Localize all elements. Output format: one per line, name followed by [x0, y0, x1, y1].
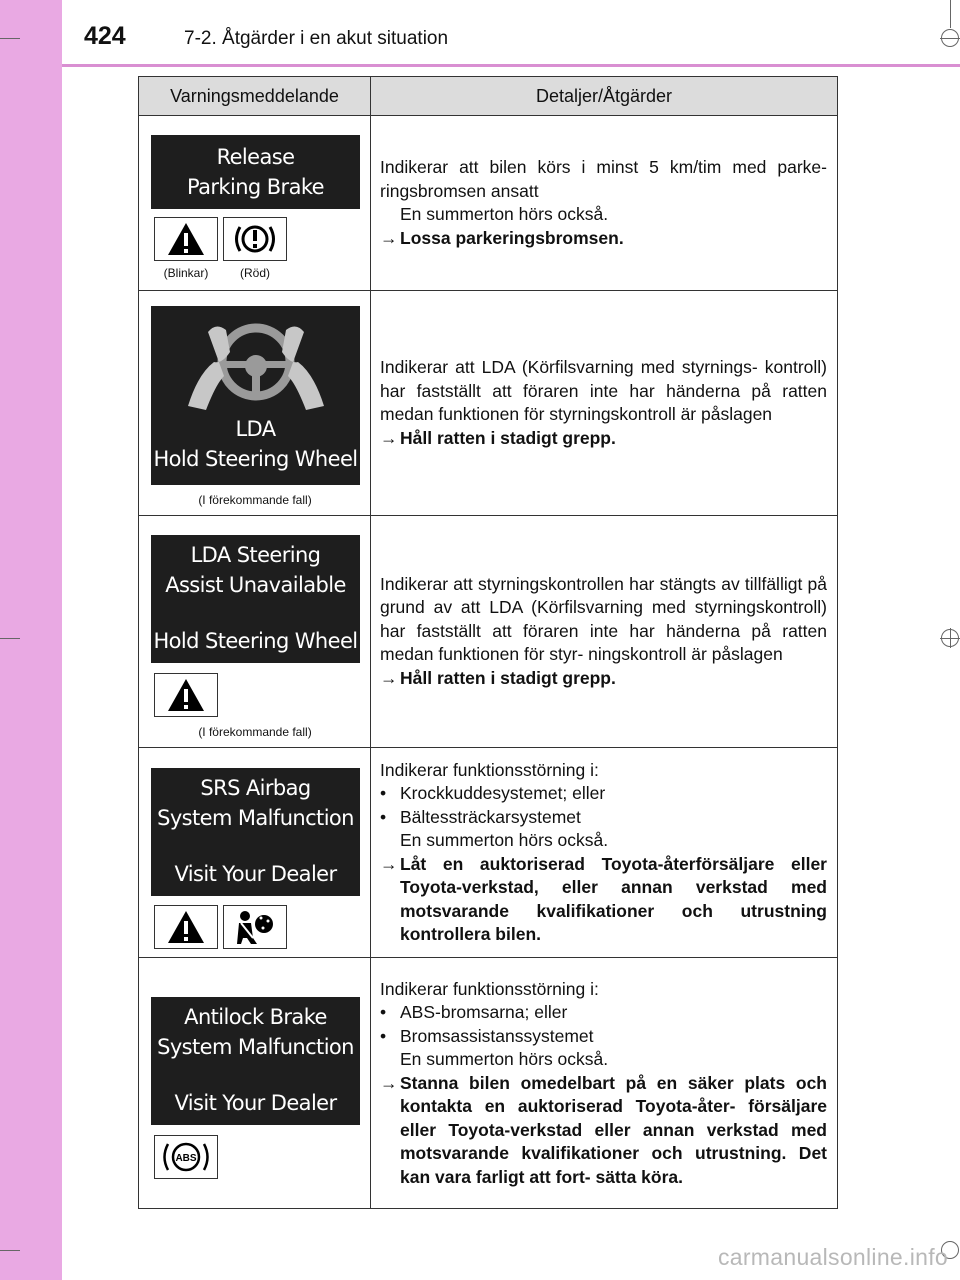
description-text: Indikerar att styrningskontrollen har stängts av tillfälligt på grund av att LDA (Körfilsvarning med styrningskontroll) har fastställt att föraren inte har händerna på ratten medan funktionen för styr- ningskontroll är påslagen — [380, 573, 827, 665]
icon-caption-if-equipped: (I förekommande fall) — [198, 725, 312, 739]
registration-mark — [941, 629, 959, 647]
beep-note: En summerton hörs också. — [400, 1049, 609, 1070]
display-line: Hold Steering Wheel — [153, 629, 358, 653]
crop-mark — [950, 0, 951, 28]
arrow-icon: → — [380, 853, 398, 874]
table-header — [139, 77, 837, 116]
display-message — [151, 535, 360, 663]
column-header-details-actions: Detaljer/Åtgärder — [535, 85, 673, 106]
warning-message-cell — [139, 748, 371, 957]
action-text: Håll ratten i stadigt grepp. — [400, 427, 616, 448]
page-number: 424 — [84, 22, 126, 50]
details-cell — [371, 116, 837, 290]
bullet-icon: • — [380, 1025, 387, 1046]
details-cell — [371, 516, 837, 747]
details-cell — [371, 748, 837, 957]
action-instruction — [380, 853, 827, 947]
icon-caption-red: (Röd) — [239, 266, 270, 280]
action-text: Lossa parkeringsbromsen. — [400, 227, 624, 248]
watermark: carmanualsonline.info — [717, 1244, 948, 1270]
description-text: Indikerar funktionsstörning i: — [380, 759, 599, 780]
arrow-icon: → — [380, 227, 398, 248]
beep-note: En summerton hörs också. — [400, 830, 609, 850]
crop-mark — [0, 1250, 20, 1251]
crop-mark — [0, 38, 20, 39]
table-row — [139, 748, 837, 958]
registration-mark — [941, 29, 959, 47]
display-message — [151, 768, 360, 896]
display-line: Release — [216, 145, 295, 169]
bullet-text: Bältessträckarsystemet — [400, 806, 581, 827]
bullet-text: ABS-bromsarna; eller — [400, 1002, 568, 1023]
column-header-warning-message: Varningsmeddelande — [139, 77, 371, 115]
warning-triangle-icon — [154, 905, 218, 949]
header-rule — [62, 64, 960, 67]
arrow-icon: → — [380, 427, 398, 448]
details-cell — [371, 958, 837, 1209]
bullet-item — [380, 1001, 827, 1025]
action-text: Stanna bilen omedelbart på en säker plats och kontakta en auktoriserad Toyota-åter- försäljare eller Toyota-verkstad eller annan verkstad med motsvarande kvalifikationer och utrustning. Det kan vara farligt att fort- sätta köra. — [400, 1072, 827, 1187]
warning-triangle-icon — [154, 673, 218, 717]
display-message — [151, 997, 360, 1125]
display-message — [151, 135, 360, 209]
display-line: System Malfunction — [157, 806, 354, 830]
display-line: System Malfunction — [157, 1035, 354, 1059]
table-row — [139, 116, 837, 291]
action-instruction — [380, 227, 827, 251]
description-text: Indikerar att bilen körs i minst 5 km/tim med parke- ringsbromsen ansatt — [380, 157, 827, 201]
display-line: Hold Steering Wheel — [153, 447, 358, 471]
bullet-item — [380, 806, 827, 830]
airbag-icon — [223, 905, 287, 949]
display-line: Parking Brake — [187, 175, 324, 199]
warning-triangle-icon — [154, 217, 218, 261]
warning-message-cell — [139, 116, 371, 290]
beep-note: En summerton hörs också. — [400, 204, 609, 224]
table-row — [139, 516, 837, 748]
abs-icon — [154, 1135, 218, 1179]
bullet-text: Krockkuddesystemet; eller — [400, 783, 606, 803]
section-title: 7-2. Åtgärder i en akut situation — [184, 28, 449, 49]
display-line: Visit Your Dealer — [174, 1091, 337, 1115]
icon-caption-blinking: (Blinkar) — [163, 266, 209, 280]
warning-message-cell — [139, 291, 371, 515]
bullet-icon: • — [380, 783, 387, 803]
details-cell — [371, 291, 837, 515]
hands-on-steering-wheel-icon — [186, 314, 326, 414]
warning-message-table — [138, 76, 838, 1209]
action-instruction — [380, 1072, 827, 1190]
display-message — [151, 306, 360, 485]
warning-message-cell — [139, 516, 371, 747]
page-side-band — [0, 0, 62, 1280]
action-text: Låt en auktoriserad Toyota-återförsäljare eller Toyota-verkstad, eller annan verkstad med motsvarande kvalifikationer och utrustning kontrollera bilen. — [400, 853, 827, 944]
action-text: Håll ratten i stadigt grepp. — [400, 667, 616, 688]
display-line: LDA — [235, 417, 276, 441]
icon-caption-if-equipped: (I förekommande fall) — [198, 493, 312, 507]
action-instruction — [380, 427, 827, 451]
bullet-item — [380, 782, 827, 806]
brake-warning-icon — [223, 217, 287, 261]
action-instruction — [380, 667, 827, 691]
display-line: Antilock Brake — [184, 1005, 327, 1029]
table-row — [139, 291, 837, 516]
bullet-item — [380, 1025, 827, 1049]
bullet-icon: • — [380, 806, 387, 827]
display-line: SRS Airbag — [200, 776, 311, 800]
crop-mark — [0, 638, 20, 639]
description-text: Indikerar att LDA (Körfilsvarning med styrnings- kontroll) har fastställt att föraren inte har händerna på ratten medan funktionen för styrningskontroll är påslagen — [380, 357, 827, 424]
bullet-icon: • — [380, 1002, 387, 1023]
description-text: Indikerar funktionsstörning i: — [380, 978, 599, 999]
warning-message-cell — [139, 958, 371, 1209]
arrow-icon: → — [380, 667, 398, 688]
arrow-icon: → — [380, 1072, 398, 1093]
display-line: LDA Steering — [190, 543, 321, 567]
table-row — [139, 958, 837, 1209]
display-line: Visit Your Dealer — [174, 862, 337, 886]
abs-label: ABS — [175, 1153, 197, 1164]
bullet-text: Bromsassistanssystemet — [400, 1025, 594, 1046]
display-line: Assist Unavailable — [165, 573, 346, 597]
